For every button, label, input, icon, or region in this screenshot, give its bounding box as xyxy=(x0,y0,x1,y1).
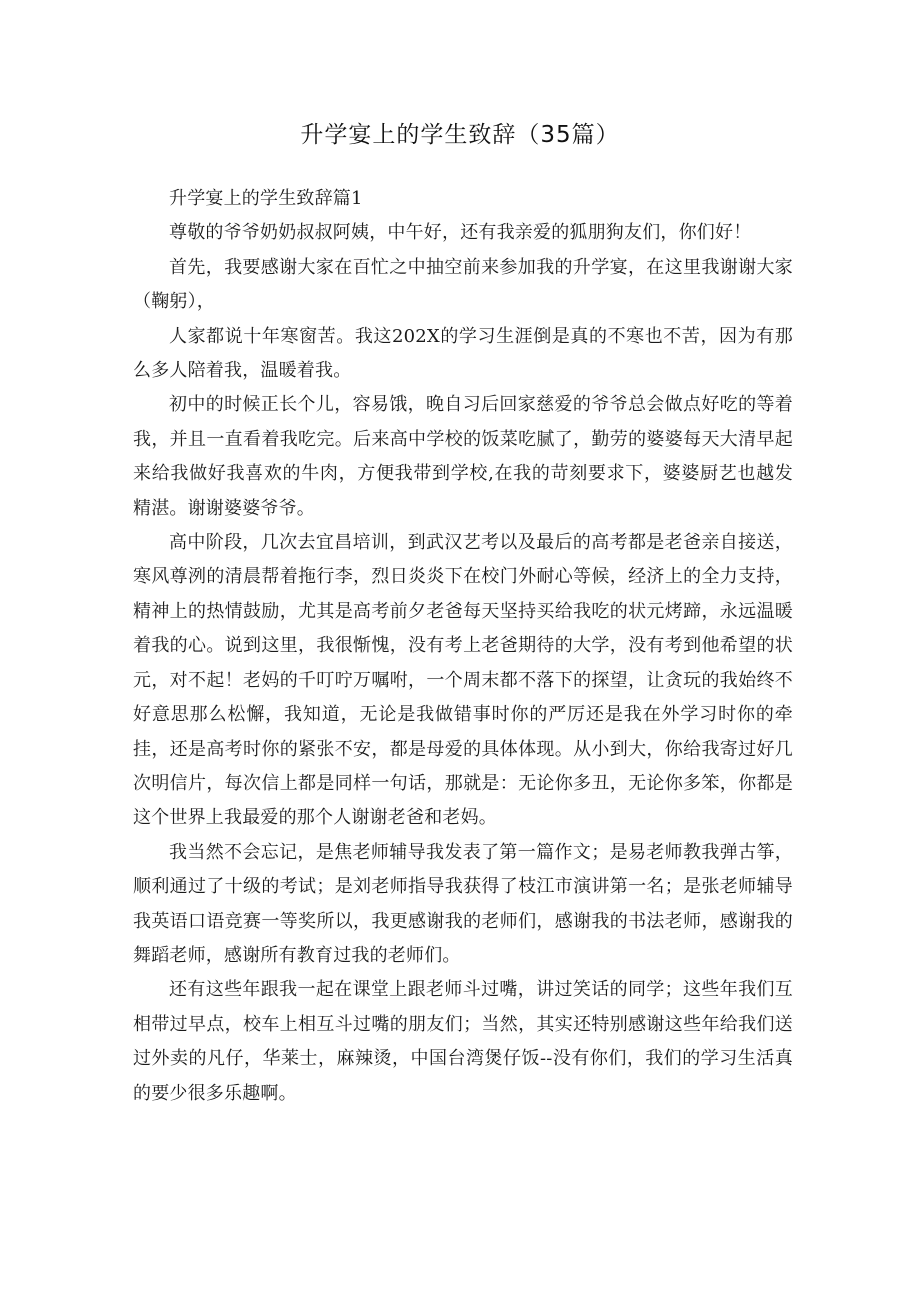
paragraph-study-years: 人家都说十年寒窗苦。我这202X的学习生涯倒是真的不寒也不苦，因为有那么多人陪着我，温暖着我。 xyxy=(133,325,793,382)
document-title: 升学宴上的学生致辞（35篇） xyxy=(300,122,620,148)
paragraph-parents: 高中阶段，几次去宜昌培训，到武汉艺考以及最后的高考都是老爸亲自接送，寒风尊洌的清晨帮着拖行李，烈日炎炎下在校门外耐心等候，经济上的全力支持，精神上的热情鼓励，尤其是高考前夕老爸每天坚持买给我吃的状元烤蹄，永远温暖着我的心。说到这里，我很惭愧，没有考上老爸期待的大学，没有考到他希望的状元，对不起！老妈的千叮咛万嘱咐，一个周末都不落下的探望，让贪玩的我始终不好意思那么松懈，我知道，无论是我做错事时你的严厉还是我在外学习时你的牵挂，还是高考时你的紧张不安，都是母爱的具体体现。从小到大，你给我寄过好几次明信片，每次信上都是同样一句话，那就是：无论你多丑，无论你多笨，你都是这个世界上我最爱的那个人谢谢老爸和老妈。 xyxy=(133,532,793,829)
paragraph-grandparents: 初中的时候正长个儿，容易饿，晚自习后回家慈爱的爷爷总会做点好吃的等着我，并且一直看着我吃完。后来高中学校的饭菜吃腻了，勤劳的婆婆每天大清早起来给我做好我喜欢的牛肉，方便我带到学校,在我的苛刻要求下，婆婆厨艺也越发精湛。谢谢婆婆爷爷。 xyxy=(133,394,793,519)
paragraph-teachers: 我当然不会忘记，是焦老师辅导我发表了第一篇作文；是易老师教我弹古筝，顺利通过了十级的考试；是刘老师指导我获得了枝江市演讲第一名；是张老师辅导我英语口语竞赛一等奖所以，我更感谢我的老师们，感谢我的书法老师，感谢我的舞蹈老师，感谢所有教育过我的老师们。 xyxy=(133,841,793,966)
section-heading: 升学宴上的学生致辞篇1 xyxy=(169,188,363,209)
document-body xyxy=(133,182,793,1111)
paragraph-thanks: 首先，我要感谢大家在百忙之中抽空前来参加我的升学宴，在这里我谢谢大家（鞠躬）， xyxy=(133,256,793,313)
paragraph-classmates: 还有这些年跟我一起在课堂上跟老师斗过嘴，讲过笑话的同学；这些年我们互相带过早点，校车上相互斗过嘴的朋友们；当然，其实还特别感谢这些年给我们送过外卖的凡仔，华莱士，麻辣烫，中国台湾煲仔饭--没有你们，我们的学习生活真的要少很多乐趣啊。 xyxy=(133,979,793,1104)
paragraph-greeting: 尊敬的爷爷奶奶叔叔阿姨，中午好，还有我亲爱的狐朋狗友们，你们好！ xyxy=(169,222,752,244)
